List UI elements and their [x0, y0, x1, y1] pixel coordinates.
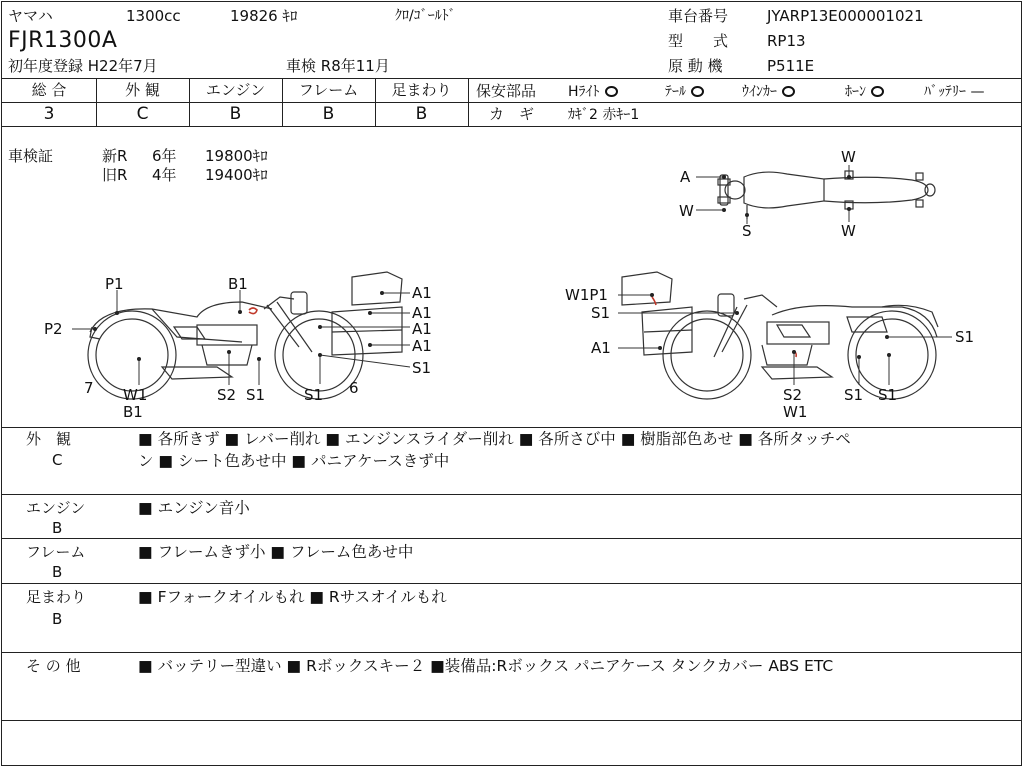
safety-horn — [845, 85, 884, 99]
safety-headlight-label: Hﾗｲﾄ — [568, 84, 600, 100]
note-line-exterior-2: ン ■ シート色あせ中 ■ パニアケースきず中 — [138, 452, 450, 470]
grade-suspension: B — [415, 104, 428, 124]
safety-horn-label: ﾎｰﾝ — [845, 84, 866, 100]
model-name: FJR1300A — [8, 28, 118, 53]
grade-header-frame: フレーム — [298, 81, 359, 99]
diag-label-right-s1-b: S1 — [878, 386, 898, 404]
diag-label-right-a1: A1 — [591, 339, 611, 357]
diag-label-left-b1b: B1 — [123, 403, 143, 421]
note-title-engine: エンジン — [26, 499, 86, 517]
note-line-engine-1: ■ エンジン音小 — [138, 499, 250, 517]
diag-label-left-b1: B1 — [228, 275, 248, 293]
divider — [468, 78, 469, 126]
cert-old-label: 旧R — [102, 166, 128, 184]
diag-label-left-s1-a: S1 — [246, 386, 266, 404]
grade-engine: B — [229, 104, 242, 124]
note-line-other-1: ■ バッテリー型違い ■ Rボックスキー２ ■装備品:Rボックス パニアケース タンクカバー ABS ETC — [138, 657, 834, 675]
safety-winker — [742, 85, 795, 99]
diag-label-left-7: 7 — [84, 379, 94, 397]
diag-label-left-s1-r: S1 — [412, 359, 432, 377]
diag-label-top-w1: W — [679, 202, 694, 220]
note-grade-frame: B — [52, 563, 63, 581]
note-line-suspension-1: ■ Fフォークオイルもれ ■ Rサスオイルもれ — [138, 588, 447, 606]
grade-overall: 3 — [43, 104, 55, 124]
note-title-frame: フレーム — [26, 543, 86, 561]
ok-circle-icon — [782, 86, 795, 97]
diag-label-right-s1-a: S1 — [844, 386, 864, 404]
chassis-value: JYARP13E000001021 — [767, 7, 924, 25]
engine-label: 原 動 機 — [668, 57, 723, 75]
safety-battery-label: ﾊﾞｯﾃﾘｰ — [924, 84, 966, 100]
diag-label-left-a1-1: A1 — [412, 284, 432, 302]
grade-header-exterior: 外 観 — [125, 81, 160, 99]
cert-old-km: 19400ｷﾛ — [205, 166, 268, 184]
diag-label-top-s: S — [742, 222, 752, 240]
cert-new-km: 19800ｷﾛ — [205, 147, 268, 165]
cert-label: 車検証 — [8, 147, 54, 165]
note-grade-suspension: B — [52, 610, 63, 628]
grade-header-engine: エンジン — [205, 81, 266, 99]
diag-label-right-w1p1: W1P1 — [565, 286, 608, 304]
divider — [2, 102, 468, 103]
cert-new-year: 6年 — [152, 147, 177, 165]
grade-header-overall: 総 合 — [31, 81, 67, 99]
key-label: カ ギ — [489, 105, 535, 123]
grade-header-suspension: 足まわり — [391, 81, 452, 99]
note-title-exterior: 外 観 — [26, 430, 72, 448]
ok-circle-icon — [871, 86, 884, 97]
cert-new-label: 新R — [102, 147, 128, 165]
right-side-bike — [622, 272, 938, 399]
engine-value: P511E — [767, 57, 815, 75]
note-grade-exterior: C — [52, 451, 63, 469]
note-grade-engine: B — [52, 519, 63, 537]
damage-mark — [249, 308, 257, 314]
grade-frame: B — [322, 104, 335, 124]
ok-circle-icon — [605, 86, 618, 97]
diag-label-top-a: A — [680, 168, 691, 186]
maker: ヤマハ — [8, 7, 53, 25]
inspection-expiry: 車検 R8年11月 — [286, 57, 390, 75]
diag-label-left-a1-4: A1 — [412, 337, 432, 355]
ok-circle-icon — [691, 86, 704, 97]
color: ｸﾛ/ｺﾞｰﾙﾄﾞ — [395, 8, 456, 24]
first-registration: 初年度登録 H22年7月 — [8, 57, 158, 75]
top-view-bike — [718, 171, 935, 219]
safety-parts-label: 保安部品 — [476, 82, 537, 100]
note-line-exterior-1: ■ 各所きず ■ レバー削れ ■ エンジンスライダー削れ ■ 各所さび中 ■ 樹脂部色あせ ■ 各所タッチペ — [138, 430, 851, 448]
grade-exterior: C — [136, 104, 149, 124]
divider — [2, 720, 1022, 721]
divider — [2, 652, 1022, 653]
divider — [2, 494, 1022, 495]
note-title-suspension: 足まわり — [26, 588, 87, 606]
diag-label-left-6: 6 — [349, 379, 359, 397]
safety-battery-mark: — — [970, 84, 985, 100]
diag-label-left-s1-b: S1 — [304, 386, 324, 404]
diag-label-left-p1: P1 — [105, 275, 124, 293]
safety-tail — [665, 85, 704, 99]
diag-label-right-s2: S2 — [783, 386, 803, 404]
diag-label-left-p2: P2 — [44, 320, 63, 338]
diag-label-right-s1-l: S1 — [591, 304, 611, 322]
diag-label-top-w2: W — [841, 148, 856, 166]
diag-label-left-a1-3: A1 — [412, 320, 432, 338]
chassis-label: 車台番号 — [668, 7, 729, 25]
divider — [2, 583, 1022, 584]
cert-old-year: 4年 — [152, 166, 177, 184]
mileage: 19826 ｷﾛ — [230, 7, 298, 25]
divider — [468, 102, 1022, 103]
damage-mark — [652, 297, 656, 305]
diag-label-top-w3: W — [841, 222, 856, 240]
divider — [2, 427, 1022, 428]
diag-label-left-s2: S2 — [217, 386, 237, 404]
type-value: RP13 — [767, 32, 806, 50]
safety-winker-label: ｳｲﾝｶｰ — [742, 84, 777, 100]
safety-tail-label: ﾃｰﾙ — [665, 84, 686, 100]
divider — [2, 78, 1022, 79]
damage-diagram — [2, 127, 1022, 427]
divider — [2, 538, 1022, 539]
inspection-sheet — [1, 1, 1022, 766]
key-value: ｶｷﾞ2 赤ｷｰ1 — [568, 107, 640, 123]
type-label: 型 式 — [668, 32, 729, 50]
diag-label-left-w1: W1 — [123, 386, 148, 404]
diag-label-right-w1: W1 — [783, 403, 808, 421]
diag-label-left-a1-2: A1 — [412, 304, 432, 322]
note-line-frame-1: ■ フレームきず小 ■ フレーム色あせ中 — [138, 543, 414, 561]
displacement: 1300cc — [126, 7, 181, 25]
safety-headlight — [568, 85, 618, 99]
note-title-other: そ の 他 — [26, 657, 81, 675]
diag-label-right-s1-r: S1 — [955, 328, 975, 346]
safety-battery — [924, 85, 984, 99]
